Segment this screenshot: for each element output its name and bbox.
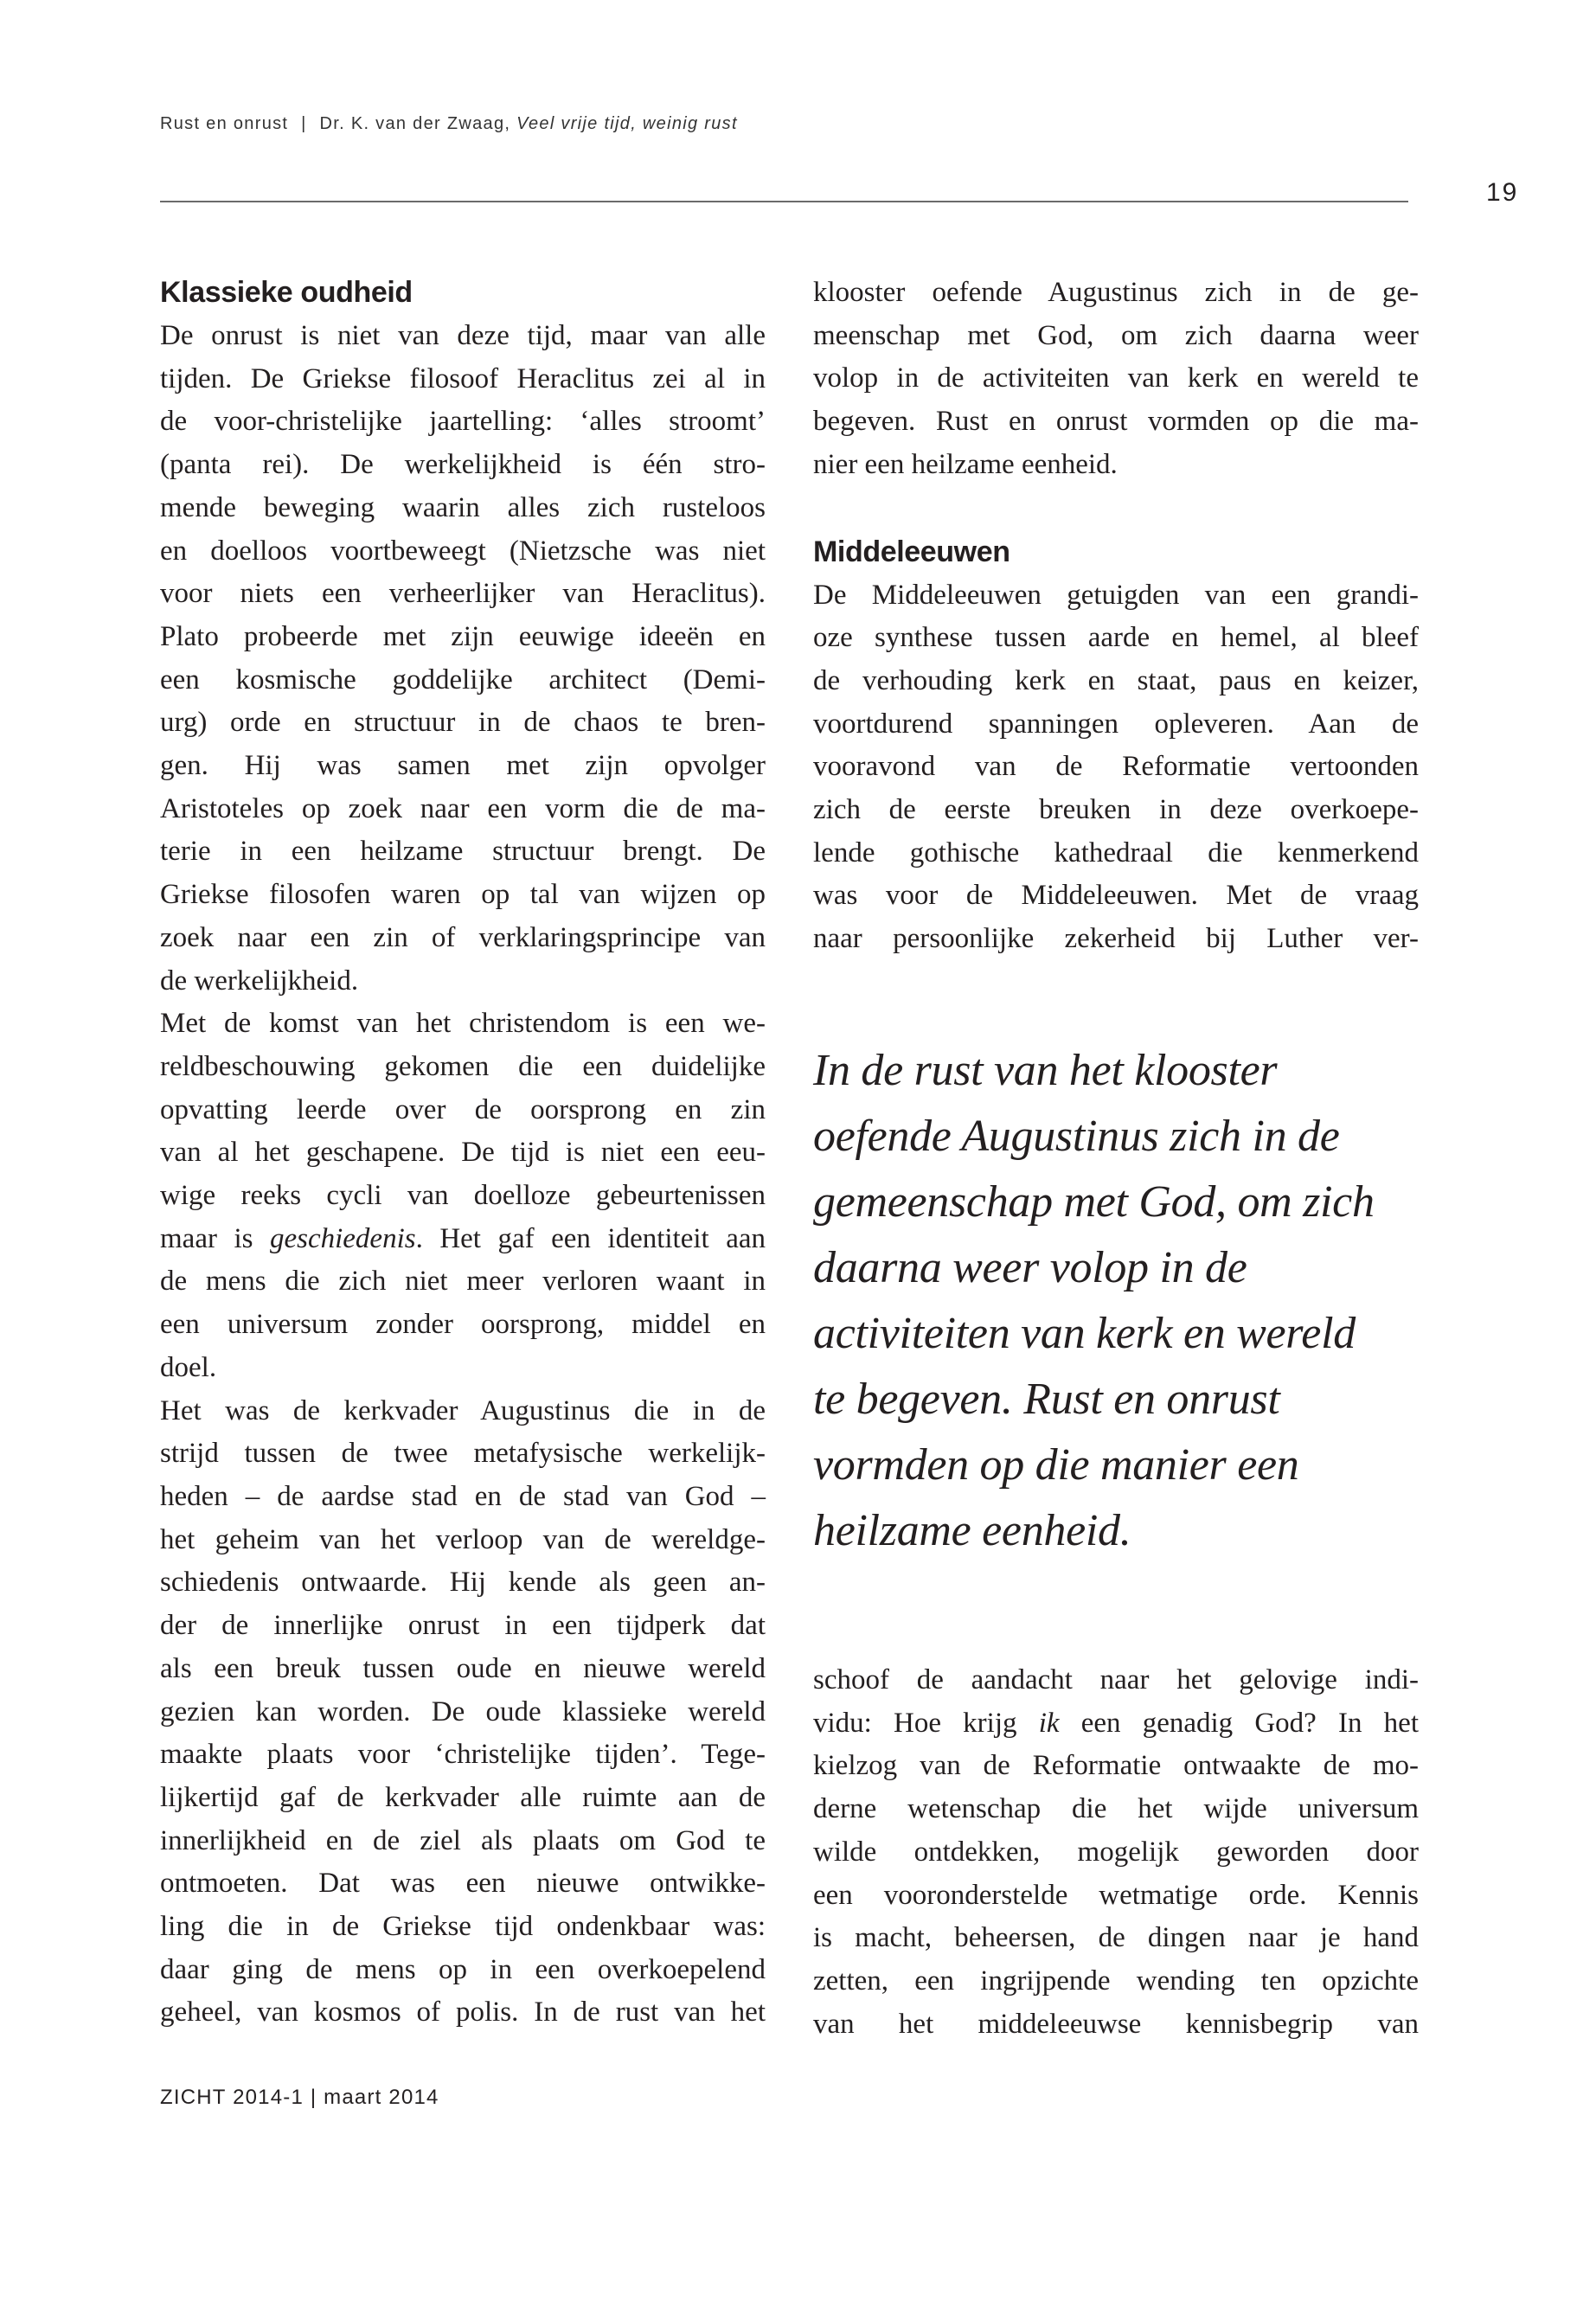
text-line: zoek naar een zin of verklaringsprincipe van [160,921,766,953]
text-line: ontmoeten. Dat was een nieuwe ontwikke- [160,1868,766,1900]
text-line: de verhouding kerk en staat, paus en keizer, [813,664,1419,696]
text-run: een genadig God? In het [1059,1707,1419,1739]
paragraph-reformatie [813,1659,1419,2046]
text-line: innerlijkheid en de ziel als plaats om God te [160,1824,766,1856]
text-line: klooster oefende Augustinus zich in de ge- [813,277,1419,308]
text-line: een kosmische goddelijke architect (Demi- [160,663,766,695]
text-line: de voor-christelijke jaartelling: ‘alles stroomt’ [160,406,766,438]
text-line: naar persoonlijke zekerheid bij Luther ver- [813,923,1419,955]
text-line: wilde ontdekken, mogelijk geworden door [813,1836,1419,1868]
text-line: en doelloos voortbeweegt (Nietzsche was niet [160,535,766,567]
text-run: . Het gaf een identiteit aan [415,1222,766,1254]
right-column-top [813,272,1419,961]
page-number: 19 [1486,178,1519,207]
section-heading-middeleeuwen: Middeleeuwen [813,535,1010,568]
text-line: (panta rei). De werkelijkheid is één stro- [160,449,766,481]
text-line: nier een heilzame eenheid. [813,448,1118,480]
section-heading-klassieke-oudheid: Klassieke oudheid [160,276,413,309]
paragraph-continuation [813,272,1419,487]
text-line: is macht, beheersen, de dingen naar je hand [813,1922,1419,1954]
text-line [160,1218,766,1261]
text-line: zich de eerste breuken in deze overkoepe- [813,794,1419,826]
header-separator: | [301,114,307,133]
text-line: oze synthese tussen aarde en hemel, al bleef [813,622,1419,654]
spacer [813,487,1419,529]
text-line: voor niets een verheerlijker van Heraclitus). [160,578,766,610]
paragraph-christendom [160,1003,766,1389]
paragraph-augustinus [160,1390,766,2035]
emphasis-ik: ik [1038,1707,1060,1739]
paragraph-middeleeuwen [813,574,1419,961]
text-run: vidu: Hoe krijg [813,1707,1039,1739]
pull-quote-line: gemeenschap met God, om zich [813,1177,1375,1227]
pull-quote-line: activiteiten van kerk en wereld [813,1309,1356,1358]
right-column-bottom [813,1659,1419,2046]
text-line: Aristoteles op zoek naar een vorm die de ma- [160,792,766,824]
text-line: urg) orde en structuur in de chaos te bren- [160,707,766,739]
text-line: De Middeleeuwen getuigden van een grandi- [813,579,1419,611]
left-column [160,270,766,2035]
text-line: gezien kan worden. De oude klassieke wereld [160,1695,766,1727]
text-line: volop in de activiteiten van kerk en wereld te [813,362,1419,394]
text-line: ling die in de Griekse tijd ondenkbaar was: [160,1911,766,1943]
text-line: vooravond van de Reformatie vertoonden [813,751,1419,783]
header-article-title: Veel vrije tijd, weinig rust [516,114,738,133]
text-line: het geheim van het verloop van de wereldge- [160,1523,766,1555]
header-section: Rust en onrust [160,114,289,133]
paragraph-heraclitus [160,315,766,1003]
header-author: Dr. K. van der Zwaag, [319,114,511,133]
text-line: van het middeleeuwse kennisbegrip van [813,2008,1419,2040]
header-divider [160,201,1408,202]
text-line: maakte plaats voor ‘christelijke tijden’. Tege- [160,1739,766,1771]
text-line [813,1702,1419,1746]
text-line: lijkertijd gaf de kerkvader alle ruimte aan de [160,1781,766,1813]
text-line: lende gothische kathedraal die kenmerkend [813,836,1419,868]
text-line: voortdurend spanningen opleveren. Aan de [813,708,1419,740]
pull-quote-line: In de rust van het klooster [813,1046,1278,1095]
pull-quote-line: oefende Augustinus zich in de [813,1112,1340,1161]
text-line: De onrust is niet van deze tijd, maar van alle [160,320,766,351]
text-line: Griekse filosofen waren op tal van wijzen op [160,879,766,911]
text-line: heden – de aardse stad en de stad van God – [160,1480,766,1512]
pull-quote-line: heilzame eenheid. [813,1506,1131,1555]
text-line: meenschap met God, om zich daarna weer [813,319,1419,351]
text-line: Plato probeerde met zijn eeuwige ideeën en [160,620,766,652]
running-header [160,114,738,134]
text-line: als een breuk tussen oude en nieuwe wereld [160,1652,766,1684]
text-line: een universum zonder oorsprong, middel en [160,1309,766,1341]
pull-quote-line: te begeven. Rust en onrust [813,1375,1280,1424]
text-line: van al het geschapene. De tijd is niet een eeu- [160,1137,766,1169]
text-line: der de innerlijke onrust in een tijdperk dat [160,1610,766,1642]
footer-issue-info: ZICHT 2014-1 | maart 2014 [160,2086,439,2109]
text-line: zetten, een ingrijpende wending ten opzichte [813,1965,1419,1997]
pull-quote-line: vormden op die manier een [813,1440,1299,1490]
text-run: maar is [160,1222,270,1254]
text-line: schiedenis ontwaarde. Hij kende als geen an- [160,1567,766,1599]
text-line: was voor de Middeleeuwen. Met de vraag [813,880,1419,912]
text-line: derne wetenschap die het wijde universum [813,1793,1419,1825]
text-line: kielzog van de Reformatie ontwaakte de mo- [813,1750,1419,1782]
emphasis-geschiedenis: geschiedenis [269,1222,416,1254]
text-line: wige reeks cycli van doelloze gebeurtenissen [160,1180,766,1212]
text-line: de werkelijkheid. [160,965,359,997]
text-line: een vooronderstelde wetmatige orde. Kennis [813,1879,1419,1911]
text-line: schoof de aandacht naar het gelovige indi- [813,1664,1419,1695]
text-line: Met de komst van het christendom is een we- [160,1008,766,1040]
text-line: strijd tussen de twee metafysische werkelijk- [160,1438,766,1470]
text-line: Het was de kerkvader Augustinus die in de [160,1394,766,1426]
text-line: reldbeschouwing gekomen die een duidelijke [160,1050,766,1082]
pull-quote [813,1038,1419,1564]
text-line: daar ging de mens op in een overkoepelend [160,1953,766,1985]
text-line: de mens die zich niet meer verloren waant in [160,1266,766,1298]
text-line: terie in een heilzame structuur brengt. De [160,836,766,868]
text-line: mende beweging waarin alles zich rusteloos [160,491,766,523]
text-line: geheel, van kosmos of polis. In de rust van het [160,1997,766,2029]
text-line: opvatting leerde over de oorsprong en zin [160,1093,766,1125]
pull-quote-line: daarna weer volop in de [813,1243,1247,1292]
text-line: doel. [160,1351,217,1383]
text-line: tijden. De Griekse filosoof Heraclitus zei al in [160,362,766,394]
text-line: begeven. Rust en onrust vormden op die ma- [813,406,1419,438]
text-line: gen. Hij was samen met zijn opvolger [160,750,766,782]
